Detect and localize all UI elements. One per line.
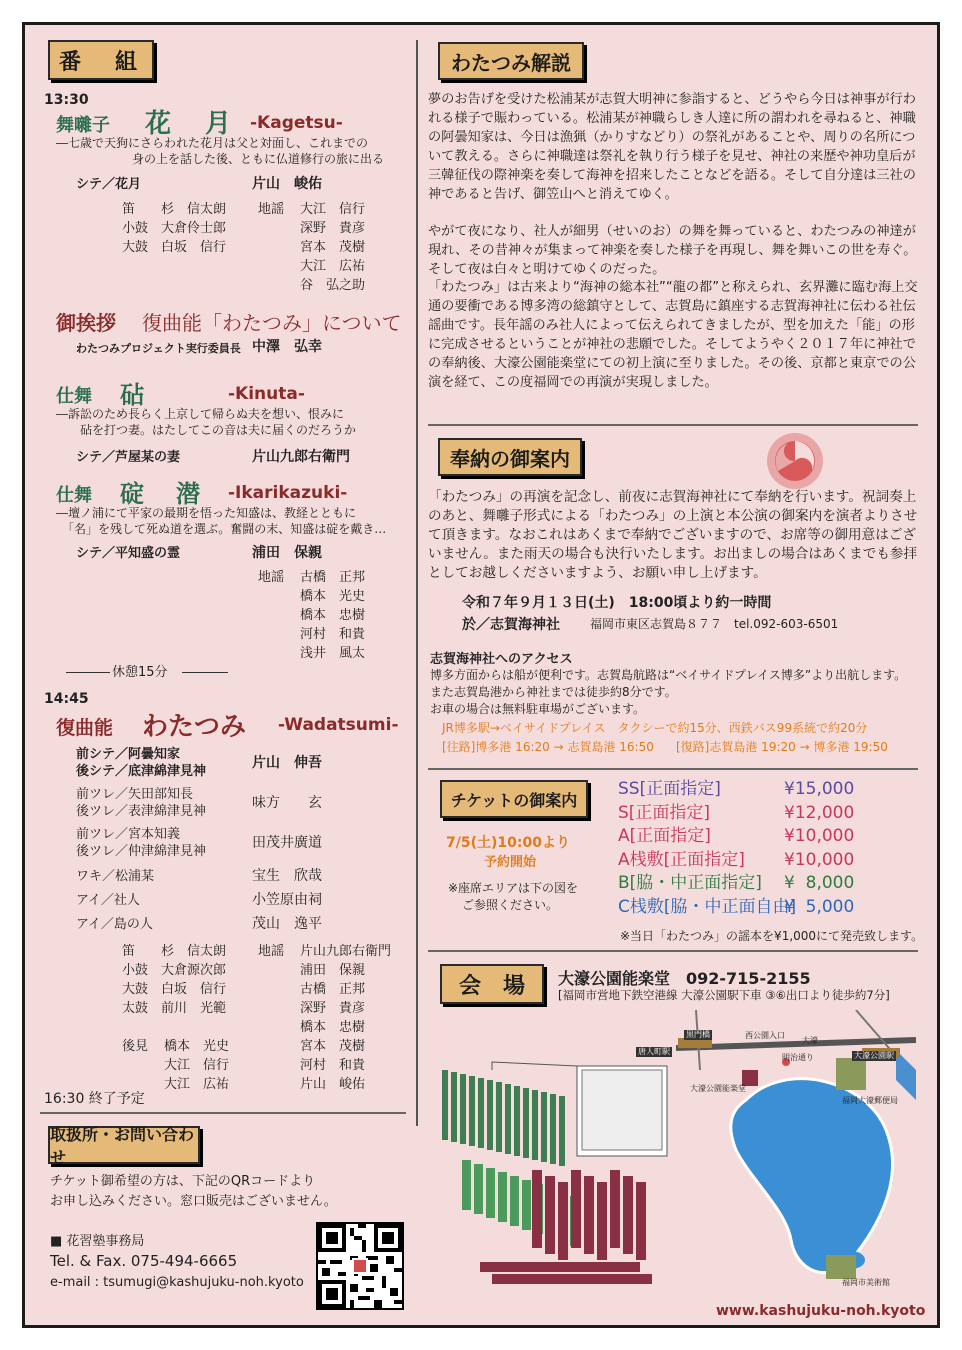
kinuta-type: 仕舞	[56, 386, 92, 407]
kaisetsu-title: わたつみ解説	[438, 42, 584, 80]
break-line-right	[182, 672, 228, 673]
ikari-jiutai-label: 地謡	[258, 570, 285, 585]
qr-pattern	[318, 1224, 402, 1308]
wadatsumi-time: 14:45	[44, 691, 89, 707]
jiutai-member: 深野 貴彦	[300, 1001, 366, 1016]
player: 大鼓 白坂 信行	[122, 982, 227, 997]
ikari-roman: -Ikarikazuki-	[228, 483, 348, 503]
seat-block	[597, 1182, 607, 1260]
seat-block	[550, 1094, 556, 1164]
seat-block	[610, 1170, 620, 1248]
seat-class: B[脇・中正面指定]	[618, 873, 762, 894]
kagetsu-name: 花 月	[145, 109, 236, 139]
seat-block	[523, 1088, 529, 1158]
seat-block	[505, 1084, 511, 1154]
seat-block	[541, 1092, 547, 1162]
seat-block	[623, 1176, 633, 1254]
access-line1: 博多方面からは船が便利です。志賀島航路は“ベイサイドプレイス博多”より出航します。	[430, 668, 907, 682]
wadatsumi-roman: -Wadatsumi-	[278, 715, 399, 735]
wadatsumi-koken-label: 後見	[122, 1039, 149, 1054]
program-title: 番 組	[48, 40, 154, 80]
jiutai-member: 谷 弘之助	[300, 278, 366, 293]
greeting-person: 中澤 弘幸	[252, 339, 322, 355]
map-label-museum: 福岡市美術館	[842, 1278, 890, 1287]
jiutai-member: 古橋 正邦	[300, 982, 366, 997]
kagetsu-type: 舞囃子	[56, 115, 110, 136]
ticket-divider	[428, 950, 918, 952]
kagetsu-shite-actor: 片山 峻佑	[252, 176, 322, 192]
player: 笛 杉 信太朗	[122, 202, 227, 217]
kaisetsu-p1: 夢のお告げを受けた松浦某が志賀大明神に参詣すると、どうやら今日は神事が行われる様子で賑わっている。松浦某が神職らしき人達に所の謂われを尋ねると、神職の阿曇知家は、今日は漁猟（かりすなどり）の祭礼があることや、周りの名所について教える。さらに神職達は祭礼を執り行う様子を見せ、神社の来歴や神功皇后が三韓征伐の際神楽を奏して海神を招来したことなどを語る。そして自分達は三社の神であると告げ、御笠山へと消えてゆく。	[428, 92, 916, 202]
seat-block	[451, 1072, 457, 1142]
jiutai-member: 大江 広祐	[300, 259, 366, 274]
wadatsumi-name: わたつみ	[142, 712, 247, 742]
seat-block	[636, 1182, 646, 1260]
map-label-meiji: 明治通り	[782, 1053, 814, 1062]
map-label-post: 福岡大濠郵便局	[842, 1096, 898, 1105]
break-line-left	[66, 672, 110, 673]
greeting-title: 復曲能「わたつみ」について	[142, 311, 402, 335]
jiutai-member: 大江 信行	[300, 202, 366, 217]
hono-place: 於／志賀海神社	[462, 617, 560, 633]
seat-block	[558, 1182, 568, 1260]
price-row	[618, 802, 854, 824]
wadatsumi-jiutai-label: 地謡	[258, 944, 285, 959]
contact-line1: チケット御希望の方は、下記のQRコードより	[50, 1174, 316, 1189]
ikari-desc2: 「名」を残して死ぬ道を選ぶ。奮闘の末、知盛は碇を戴き…	[62, 522, 387, 536]
jiutai-member: 橋本 光史	[300, 589, 366, 604]
ikari-name: 碇 潜	[120, 479, 204, 508]
venue-access: [福岡市営地下鉄空港線 大濠公園駅下車 ③⑥出口より徒歩約7分]	[558, 988, 890, 1002]
map-label-ohorikoen_st: 大濠公園駅	[854, 1051, 894, 1060]
seat-block	[584, 1176, 594, 1254]
koken-member: 大江 広祐	[164, 1077, 230, 1092]
seat-price: ¥10,000	[784, 826, 855, 847]
seat-block	[571, 1170, 581, 1248]
player: 笛 杉 信太朗	[122, 944, 227, 959]
seat-price: ¥15,000	[784, 779, 855, 799]
kinuta-roman: -Kinuta-	[228, 384, 305, 404]
jiutai-member: 宮本 茂樹	[300, 240, 366, 255]
access-route: JR博多駅→ベイサイドプレイス タクシーで約15分、西鉄バス99系統で約20分	[442, 721, 868, 735]
kinuta-desc: ―訴訟のため長らく上京して帰らぬ夫を想い、恨みに	[56, 407, 345, 421]
cast-actor: 田茂井廣道	[252, 835, 322, 851]
map-label-nohgakudo: 大濠公園能楽堂	[690, 1084, 746, 1093]
player: 小鼓 大倉源次郎	[122, 963, 227, 978]
price-row	[618, 896, 854, 918]
price-row	[618, 849, 854, 871]
seat-block	[559, 1096, 565, 1166]
kaisetsu-p2: やがて夜になり、社人が細男（せいのお）の舞を舞っていると、わたつみの神達が現れ、その昔神々が集まって神楽を奏した様子を再現し、舞を舞いこの世を寿ぐ。そして夜は白々と明けてゆくのだった。	[428, 224, 917, 277]
ferry-return: [復路]志賀島港 19:20 → 博多港 19:50	[676, 740, 888, 754]
cast-role: 前ツレ／宮本知義 後ツレ／仲津綿津見神	[76, 827, 207, 859]
seat-block	[545, 1176, 555, 1254]
access-title: 志賀海神社へのアクセス	[430, 652, 573, 667]
greeting-label: 御挨拶	[56, 311, 116, 335]
jiutai-member: 浦田 保親	[300, 963, 366, 978]
player: 太鼓 前川 光範	[122, 1001, 227, 1016]
seat-block	[532, 1090, 538, 1160]
seat-class: S[正面指定]	[618, 802, 711, 823]
venue-name: 大濠公園能楽堂 092-715-2155	[558, 969, 811, 988]
cast-actor: 小笠原由祠	[252, 892, 322, 908]
seat-block	[462, 1160, 471, 1210]
jiutai-member: 深野 貴彦	[300, 221, 366, 236]
jiutai-member: 河村 和貴	[300, 627, 366, 642]
seat-block	[442, 1070, 448, 1140]
ikari-actor: 浦田 保親	[252, 545, 322, 561]
contact-tel: Tel. & Fax. 075-494-6665	[50, 1252, 238, 1270]
cast-role: アイ／社人	[76, 893, 140, 908]
price-row	[618, 778, 854, 800]
cast-actor: 味方 玄	[252, 795, 322, 811]
seat-class: A桟敷[正面指定]	[618, 849, 745, 870]
seat-block	[486, 1168, 495, 1218]
seat-price: ¥ 5,000	[784, 897, 855, 917]
jiutai-member: 河村 和貴	[300, 1058, 366, 1073]
ticket-sale-start: 予約開始	[484, 855, 537, 870]
seat-price: ¥12,000	[784, 802, 855, 823]
seat-class: A[正面指定]	[618, 826, 711, 847]
kagetsu-desc: ―七歳で天狗にさらわれた花月は父と対面し、これまでの	[56, 136, 369, 150]
venue-title: 会 場	[440, 964, 544, 1004]
jiutai-member: 古橋 正邦	[300, 570, 366, 585]
kaisetsu-divider	[428, 424, 918, 426]
contact-office: ■ 花習塾事務局	[50, 1234, 145, 1249]
ferry-outbound: [往路]博多港 16:20 → 志賀島港 16:50	[442, 740, 654, 754]
jiutai-member: 橋本 忠樹	[300, 608, 366, 623]
contact-line2: お申し込みください。窓口販売はございません。	[50, 1194, 337, 1209]
ikari-desc: ―壇ノ浦にて平家の最期を悟った知盛は、教経とともに	[56, 506, 357, 520]
cast-role: 前シテ／阿曇知家 後シテ／底津綿津見神	[76, 747, 207, 779]
kinuta-desc2: 砧を打つ妻。はたしてこの音は夫に届くのだろうか	[80, 423, 357, 437]
price-row	[618, 872, 854, 894]
seat-block	[532, 1170, 542, 1248]
ticket-footnote: ※当日「わたつみ」の謡本を¥1,000にて発売致します。	[620, 929, 924, 943]
jiutai-member: 片山 峻佑	[300, 1077, 366, 1092]
seat-block	[469, 1076, 475, 1146]
cast-role: ワキ／松浦某	[76, 869, 155, 884]
greeting-org: わたつみプロジェクト実行委員長	[76, 342, 241, 355]
kinuta-role: シテ／芦屋某の妻	[76, 450, 181, 465]
map-label-kuromon: 黒門橋	[686, 1030, 710, 1039]
koken-member: 大江 信行	[164, 1058, 230, 1073]
seat-block	[510, 1176, 519, 1226]
kagetsu-shite-role: シテ／花月	[76, 177, 142, 192]
seat-price: ¥10,000	[784, 849, 855, 870]
kinuta-actor: 片山九郎右衛門	[252, 449, 350, 465]
kagetsu-jiutai-label: 地謡	[258, 202, 285, 217]
seat-block	[474, 1164, 483, 1214]
wadatsumi-type: 復曲能	[56, 717, 114, 739]
seat-block	[487, 1080, 493, 1150]
hono-date: 令和７年９月１３日(土) 18:00頃より約一時間	[462, 595, 772, 611]
seat-price: ¥ 8,000	[784, 873, 855, 894]
seat-block	[460, 1074, 466, 1144]
kagetsu-roman: -Kagetsu-	[250, 113, 343, 133]
jiutai-member: 浅井 風太	[300, 646, 366, 661]
qr-code[interactable]	[316, 1222, 404, 1310]
cast-actor: 宝生 欣哉	[252, 868, 322, 884]
player: 小鼓 大倉伶士郎	[122, 221, 227, 236]
seat-block	[522, 1180, 531, 1230]
hono-divider	[428, 768, 918, 770]
hono-paragraph: 「わたつみ」の再演を記念し、前夜に志賀海神社にて奉納を行います。祝詞奏上のあと、舞囃子形式による「わたつみ」の上演と本公演の御案内を演者よりさせて頂きます。なおこれはあくまで奉納でございますので、お席等の御用意はございません。また雨天の場合も決行いたします。お出ましの場合はあくまでも参拝としてお越しくださいますよう、お願い申し上げます。	[428, 489, 918, 581]
player: 大鼓 白坂 信行	[122, 240, 227, 255]
jiutai-member: 橋本 忠樹	[300, 1020, 366, 1035]
ticket-title: チケットの御案内	[440, 780, 588, 818]
contact-title: 取扱所・お問い合わせ	[48, 1126, 200, 1164]
kagetsu-time: 13:30	[44, 92, 89, 108]
access-line2: また志賀島港から神社までは徒歩約8分です。	[430, 685, 677, 699]
price-row	[618, 825, 854, 847]
hono-address: 福岡市東区志賀島８７７ tel.092-603-6501	[590, 617, 839, 631]
kaisetsu-p3: 「わたつみ」は古来より“海神の総本社”“龍の都”と称えられ、玄界灘に臨む海上交通の要衝である博多湾の総鎮守として、志賀島に鎮座する志賀海神社に伝わる社伝謡曲です。長年謡のみ社人によって伝えられてきましたが、型を加えた「能」の形に完成させるということが神社の悲願でした。そしてようやく２０１７年に神社での奉納後、大濠公園能楽堂にての初上演に至りました。その後、京都と東京での公演を経て、この度福岡での再演が実現しました。	[428, 280, 918, 390]
cast-role: アイ／島の人	[76, 917, 153, 932]
seat-block	[478, 1078, 484, 1148]
kagetsu-desc2: 身の上を話した後、ともに仏道修行の旅に出る	[132, 152, 385, 166]
map-label-nishikoen: 西公園入口	[745, 1031, 785, 1040]
seat-block	[498, 1172, 507, 1222]
ticket-note1: ※座席エリアは下の図を	[448, 881, 579, 895]
cast-actor: 片山 伸吾	[252, 755, 322, 771]
seat-block	[496, 1082, 502, 1152]
left-bottom-divider	[40, 1112, 406, 1114]
jiutai-member: 宮本 茂樹	[300, 1039, 366, 1054]
jiutai-member: 片山九郎右衛門	[300, 944, 392, 959]
map-label-tojin: 唐人町駅	[638, 1047, 670, 1056]
seat-block	[514, 1086, 520, 1156]
koken-member: 橋本 光史	[164, 1039, 230, 1054]
cast-role: 前ツレ／矢田部知長 後ツレ／表津綿津見神	[76, 787, 207, 819]
hono-title: 奉納の御案内	[438, 438, 582, 476]
ikari-role: シテ／平知盛の霊	[76, 546, 181, 561]
contact-email[interactable]: e-mail : tsumugi@kashujuku-noh.kyoto	[50, 1275, 304, 1290]
cast-actor: 茂山 逸平	[252, 916, 322, 932]
column-divider	[416, 40, 418, 1126]
kinuta-name: 砧	[120, 380, 144, 409]
end-time: 16:30 終了予定	[44, 1091, 145, 1107]
seat-class: SS[正面指定]	[618, 779, 721, 799]
map-label-ohori: 大濠	[802, 1036, 818, 1045]
ticket-sale-date: 7/5(土)10:00より	[446, 835, 570, 851]
ticket-note2: ご参照ください。	[462, 898, 559, 912]
seat-class: C桟敷[脇・中正面自由]	[618, 897, 797, 917]
website-url[interactable]: www.kashujuku-noh.kyoto	[716, 1303, 926, 1319]
ikari-type: 仕舞	[56, 485, 92, 506]
tomoe-crest-icon	[766, 432, 824, 490]
break-label: 休憩15分	[112, 665, 168, 680]
access-line3: お車の場合は無料駐車場がございます。	[430, 702, 646, 716]
